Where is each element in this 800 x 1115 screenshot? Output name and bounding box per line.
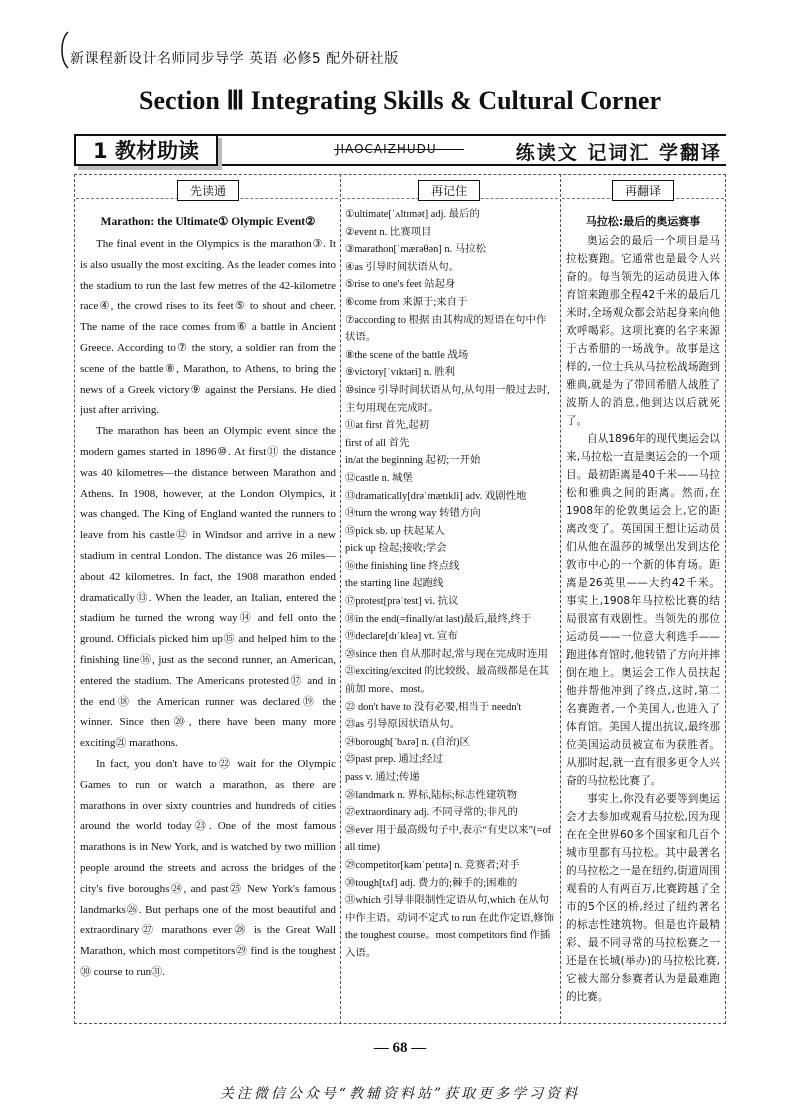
translation-title: 马拉松:最后的奥运赛事 [585, 215, 701, 228]
vocab-note: ㉓as 引导原因状语从句。 [345, 719, 461, 731]
section-title: Section Ⅲ Integrating Skills & Cultural Corner [138, 86, 662, 115]
vocab-note: ①ultimate[ˈʌltɪmət] adj. 最后的 [345, 209, 480, 220]
vocab-note: ⑪at first 首先,起初 [345, 420, 429, 432]
vocab-note: ⑬dramatically[drəˈmætɪkli] adv. 戏剧性地 [345, 490, 527, 502]
column-divider [340, 174, 341, 1024]
vocab-note: ⑭turn the wrong way 转错方向 [345, 508, 481, 520]
translation-paragraph: 自从1896年的现代奥运会以来,马拉松一直是奥运会的一个项目。最初距离是40千米——马拉松和雅典之间的距离。然而,在1908年的伦敦奥运会上,它的距离改变了。英国国王想让运动员们从他在温莎的城堡出发到达伦敦市中心的一个新的体育场。距离是26英里——大约42千米。事实上,1908年马拉松比赛的结局很富有戏剧性。当领先的那位运动员——一位意大利选手——跑进体育馆时,他转错了方向并摔倒在地上。奥运会工作人员扶起他并帮他冲到了终点,这时,第二名赛跑者,一个美国人,也进入了体育馆。美国人提出抗议,最终那位美国运动员被宣布为获胜者。从那时起,就一直有很多更令人兴奋的马拉松比赛了。 [566, 433, 720, 787]
vocab-note: ⑦according to 根据 由其构成的短语在句中作状语。 [345, 314, 547, 344]
reading-column [80, 206, 336, 983]
banner-pinyin: JIAOCAIZHUDU [336, 142, 437, 156]
vocab-note: ㉔borough[ˈbʌrə] n. (自治)区 [345, 736, 470, 748]
book-title: 新课程新设计名师同步导学 英语 必修5 配外研社版 [70, 51, 399, 67]
vocab-note: ㉛which 引导非限制性定语从句,which 在从句中作主语。动词不定式 to run 在此作定语,修饰 the toughest course。most competitors find 作插入语。 [345, 895, 554, 959]
banner-slogan: 练读文 记词汇 学翻译 [515, 142, 722, 164]
banner-label: 1 教材助读 [74, 134, 218, 166]
vocab-note: ㉘ever 用于最高级句子中,表示“有史以来”(=of all time) [345, 824, 552, 854]
translate-column-heading: 再翻译 [612, 180, 674, 201]
vocab-note: pass v. 通过;传递 [345, 772, 420, 783]
read-column-heading: 先读通 [177, 180, 239, 201]
vocab-note: ㉒ don't have to 没有必要,相当于 needn't [345, 701, 522, 713]
vocab-note: ⑰protest[prəˈtest] vi. 抗议 [345, 596, 459, 608]
reading-paragraph: The marathon has been an Olympic event since the modern games started in 1896⑩. At first⑪ the distance was 40 kilometres—the distance between Marathon and Athens. In 1908, however, at the London Olympics, it was changed. The King of England wanted the runners to leave from his castle⑫ in Windsor and arrive in a new stadium in central London. The distance was 26 miles—about 42 kilometres. In fact, the 1908 marathon ended dramatically⑬. When the leader, an Italian, entered the stadium he turned the wrong way⑭ and fell onto the ground. Officials picked him up⑮ and helped him to the finishing line⑯, just as the second runner, an American, entered the stadium. The Americans protested⑰ and in the end⑱ the American runner was declared⑲ the winner. Since then⑳, there have been many more exciting㉑ marathons. [80, 425, 336, 750]
vocab-note: ㉗extraordinary adj. 不同寻常的;非凡的 [345, 807, 518, 819]
translation-column [566, 206, 720, 1006]
column-divider [560, 174, 561, 1024]
vocab-note: ㉑exciting/excited 的比较级、最高级都是在其前加 more、most。 [345, 666, 550, 696]
vocab-note: ③marathon[ˈmærəθən] n. 马拉松 [345, 244, 486, 256]
page-number: — 68 — [373, 1040, 427, 1056]
vocab-note: ⑲declare[dɪˈkleə] vt. 宣布 [345, 631, 458, 643]
vocab-note: ②event n. 比赛项目 [345, 226, 432, 238]
vocab-note: ⑫castle n. 城堡 [345, 472, 413, 484]
vocab-note: pick up 捡起;接收;学会 [345, 543, 447, 555]
vocab-note: ⑥come from 来源于;来自于 [345, 296, 468, 308]
vocab-note: ⑱in the end(=finally/at last)最后,最终,终于 [345, 613, 532, 625]
vocabulary-column [345, 206, 555, 963]
vocab-note: ⑩since 引导时间状语从句,从句用一般过去时,主句用现在完成时。 [345, 384, 550, 414]
vocab-note: ⑳since then 自从那时起,常与现在完成时连用 [345, 648, 548, 660]
reading-title: Marathon: the Ultimate① Olympic Event② [100, 216, 316, 228]
vocab-note: in/at the beginning 起初;一开始 [345, 455, 481, 467]
vocab-note: ⑨victory[ˈvɪktəri] n. 胜利 [345, 367, 456, 379]
section-banner [74, 134, 726, 166]
vocab-note: ㉖landmark n. 界标,陆标;标志性建筑物 [345, 789, 518, 801]
footer-note: 关注微信公众号“教辅资料站”获取更多学习资料 [219, 1086, 581, 1102]
vocab-note: ⑤rise to one's feet 站起身 [345, 279, 456, 291]
reading-paragraph: In fact, you don't have to㉒ wait for the Olympic Games to run or watch a marathon, as there are marathons in over sixty countries and hundreds of cities around the world today㉓. One of the most famous marathons is in New York, and is watched by two million people around the streets and across the bridges of the city's five boroughs㉔, and past㉕ New York's famous landmarks㉖. But perhaps one of the most beautiful and extraordinary㉗ marathons ever㉘ is the Great Wall Marathon, which most competitors㉙ find is the toughest㉚ course to run㉛. [80, 757, 336, 978]
vocab-note: ⑧the scene of the battle 战场 [345, 349, 469, 361]
vocab-note: the starting line 起跑线 [345, 578, 444, 590]
vocab-note: ㉕past prep. 通过;经过 [345, 754, 443, 766]
reading-paragraph: The final event in the Olympics is the marathon③. It is also usually the most exciting. As the leader comes into the stadium to run the last few metres of the 42-kilometre race④, the crowd rises to its feet⑤ to shout and cheer. The name of the race comes from⑥ a battle in Ancient Greece. According to⑦ the story, a soldier ran from the scene of the battle⑧, Marathon, to Athens, to bring the news of a Greek victory⑨ against the Persians. He died just after arriving. [80, 238, 336, 417]
vocab-note: ⑯the finishing line 终点线 [345, 560, 460, 572]
vocab-note: ㉚tough[tʌf] adj. 费力的;棘手的;困难的 [345, 877, 518, 889]
translation-paragraph: 事实上,你没有必要等到奥运会才去参加或观看马拉松,因为现在在全世界60多个国家和几百个城市里都有马拉松。其中最著名的马拉松之一是在纽约,街道周围观看的人有两百万,比赛跨越了全市的5个区的桥,经过了纽约著名的标志性建筑物。但是也许最精彩、最不同寻常的马拉松赛之一还是在长城(举办)的马拉松比赛,它被大部分参赛者认为是最难跑的比赛。 [566, 793, 720, 1003]
vocab-note: ⑮pick sb. up 扶起某人 [345, 525, 445, 537]
vocab-note: first of all 首先 [345, 437, 410, 449]
translation-paragraph: 奥运会的最后一个项目是马拉松赛跑。它通常也是最令人兴奋的。每当领先的运动员进入体育馆来跑那全程42千米的最后几米时,全场观众都会站起身来向他欢呼喝彩。这项比赛的名字来源于古希腊的一场战争。故事是这样的,一位士兵从马拉松战场跑到雅典,就是为了带回希腊人战胜了波斯人的消息,他到达以后就死了。 [566, 235, 720, 427]
remember-column-heading: 再记住 [418, 180, 480, 201]
vocab-note: ④as 引导时间状语从句。 [345, 261, 460, 273]
vocab-note: ㉙competitor[kəmˈpetɪtə] n. 竞赛者;对手 [345, 859, 520, 871]
